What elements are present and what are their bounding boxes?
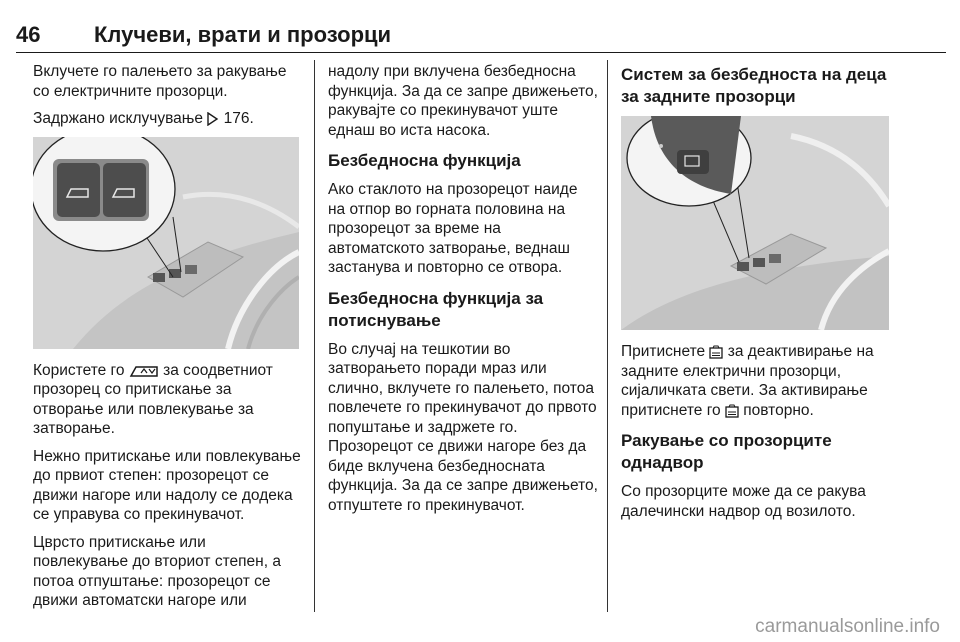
window-switch-icon (129, 364, 159, 378)
column-divider (607, 60, 608, 612)
paragraph: Нежно притискање или повлекување до првиот степен: прозорецот се движи нагоре или надолу се додека се управува со прекинувачот. (33, 447, 301, 523)
paragraph: Цврсто притискање или повлекување до вториот степен, а потоа отпуштање: прозорецот се движи автоматски нагоре или (33, 533, 281, 609)
child-lock-icon (709, 345, 723, 359)
child-lock-icon (725, 404, 739, 418)
page-title: Клучеви, врати и прозорци (94, 22, 392, 47)
section-heading: Безбедносна функција (328, 151, 521, 170)
child-lock-illustration (621, 116, 889, 330)
page-reference-arrow-icon (207, 112, 219, 126)
paragraph: Задржано исклучување 176. (33, 110, 254, 127)
page-header (16, 20, 946, 53)
section-heading: Ракување со прозорците однадвор (621, 431, 832, 472)
section-heading: Безбедносна функција за потиснување (328, 288, 544, 330)
paragraph: Вклучете го палењето за ракување со електричните прозорци. (33, 63, 287, 100)
paragraph: надолу при вклучена безбедносна функција. За да се запре движењето, ракувајте со прекинувачот уште еднаш во иста насока. (328, 63, 598, 139)
paragraph: Ако стаклото на прозорецот наиде на отпор во горната половина на прозорецот за време на автоматското затворање, веднаш застанува и повторно се отвора. (328, 181, 578, 276)
paragraph: Во случај на тешкотии во затворањето поради мраз или слично, вклучете го палењето, потоа повлечете го прекинувачот до првото попуштање и задржете го. Прозорецот се движи нагоре без да биде вклучена безбедносната функција. За да се запре движењето, отпуштете го прекинувачот. (328, 340, 598, 514)
watermark: carmanualsonline.info (755, 616, 940, 637)
paragraph: Користете го за соодветниот прозорец со притискање за отворање или повлекување за затворање. (33, 361, 273, 437)
page-number: 46 (16, 22, 41, 47)
paragraph: Со прозорците може да се ракува далечински надвор од возилото. (621, 483, 866, 520)
section-heading: Систем за безбедноста на деца за задните прозорци (621, 65, 887, 106)
column-3 (621, 62, 891, 529)
column-1 (33, 62, 301, 619)
window-switch-illustration (33, 137, 299, 349)
page-reference[interactable]: 176. (223, 110, 254, 127)
column-divider (314, 60, 315, 612)
column-2 (328, 62, 598, 523)
paragraph: Притиснете за деактивирање на задните електрични прозорци, сијаличката свети. За активирање притиснете го повторно. (621, 343, 874, 419)
